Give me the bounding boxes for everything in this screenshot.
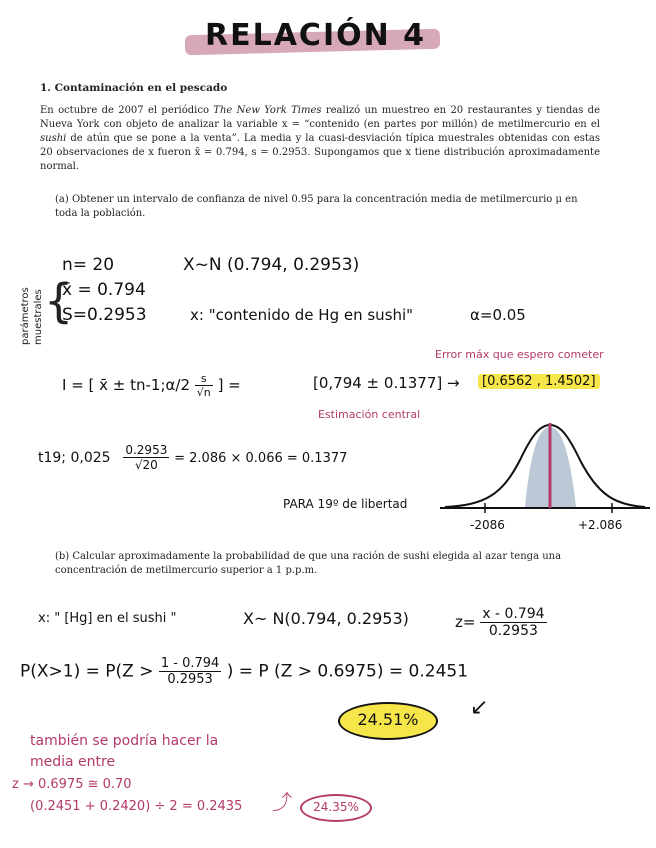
curve-left-tick: -2086 (470, 518, 505, 532)
z-num: x - 0.794 (482, 606, 545, 622)
interval-formula (62, 372, 241, 399)
z-lhs: z= (455, 613, 476, 631)
interval-result: [0.6562 , 1.4502] (478, 374, 600, 389)
prob-rhs: ) = P (Z > 0.6975) = 0.2451 (226, 661, 469, 682)
prob-num: 1 - 0.794 (160, 656, 220, 671)
estimation-note: Estimación central (318, 408, 421, 421)
problem-paragraph (40, 104, 600, 174)
interval-lhs: I = [ x̄ ± tn-1;α/2 (62, 376, 191, 394)
t-result: = 2.086 × 0.066 = 0.1377 (174, 451, 348, 466)
dist-b: X~ N(0.794, 0.2953) (243, 609, 409, 628)
t-frac-num: 0.2953 (125, 443, 168, 457)
probability-calc (20, 656, 468, 687)
question-b: (b) Calcular aproximadamente la probabilidad de que una ración de sushi elegida al azar tenga una concentración de metilmercurio superior a 1 p.p.m. (55, 551, 562, 576)
interval-frac-den: √n (196, 386, 211, 399)
t-calculation (38, 443, 347, 472)
section-heading: 1. Contaminación en el pescado (40, 82, 228, 94)
x-def-b: x: " [Hg] en el sushi " (38, 611, 177, 626)
t-fraction (123, 443, 169, 472)
interval-close: ] = (217, 376, 241, 394)
error-note: Error máx que espero cometer (435, 348, 604, 361)
curve-right-tick: +2.086 (578, 518, 623, 532)
prob-den: 0.2953 (167, 672, 213, 687)
question-a: (a) Obtener un intervalo de confianza de nivel 0.95 para la concentración media de metilmercurio μ en toda la población. (55, 194, 578, 219)
z-fraction (480, 606, 546, 639)
interval-mid: [0,794 ± 0.1377] → (313, 374, 460, 392)
prob-fraction (159, 656, 221, 687)
side-label-1: parámetros (20, 287, 31, 345)
t-label: t19; 0,025 (38, 450, 111, 466)
hw-distribution: X~N (0.794, 0.2953) (183, 255, 360, 275)
hw-x-definition: x: "contenido de Hg en sushi" (190, 306, 414, 324)
answer-2-value: 24.35% (313, 800, 359, 814)
arrow-icon: ↙ (470, 695, 489, 720)
t-frac-den: √20 (134, 458, 158, 472)
para-part: x fueron x̄ = 0.794, s = 0.2953. Supongamos que x tiene distribución aproximadamente normal. (40, 147, 600, 172)
note-line-2: media entre (30, 754, 116, 770)
page-title: RELACIÓN 4 (205, 18, 427, 53)
hw-xbar: x̄ = 0.794 (62, 280, 146, 300)
z-den: 0.2953 (488, 623, 538, 639)
prob-lhs: P(X>1) = P(Z > (20, 661, 154, 682)
para-part: de atún que se pone a la venta”. La media y la cuasi-desviación típica muestrales obtenidas con estas 20 observaciones de (40, 133, 600, 158)
para-part: x = “contenido (en partes por millón) de metilmercurio en el (281, 119, 600, 130)
title-block (175, 10, 475, 60)
answer-2-circle (300, 794, 372, 822)
para-part: realizó un muestreo en 20 restaurantes y tiendas de Nueva York con objeto de analizar la variable (40, 105, 601, 130)
para-part: sushi (40, 133, 67, 144)
note-arrow-icon: ⤴ (272, 790, 292, 814)
side-label-2: muestrales (33, 289, 44, 345)
z-formula (455, 606, 547, 639)
hw-alpha: α=0.05 (470, 306, 526, 324)
note-line-3: z → 0.6975 ≅ 0.70 (12, 777, 132, 792)
hw-s: S=0.2953 (62, 305, 147, 325)
brace: { (44, 274, 74, 328)
para-part: The New York Times (213, 105, 322, 116)
para-part: En octubre de 2007 el periódico (40, 105, 214, 116)
hw-n: n= 20 (62, 255, 115, 275)
dof-note: PARA 19º de libertad (283, 497, 408, 511)
answer-circle (338, 702, 438, 740)
note-line-4: (0.2451 + 0.2420) ÷ 2 = 0.2435 (30, 799, 243, 814)
interval-fraction (195, 372, 213, 399)
note-line-1: también se podría hacer la (30, 733, 219, 749)
interval-frac-num: s (195, 372, 213, 386)
answer-value: 24.51% (357, 710, 419, 729)
